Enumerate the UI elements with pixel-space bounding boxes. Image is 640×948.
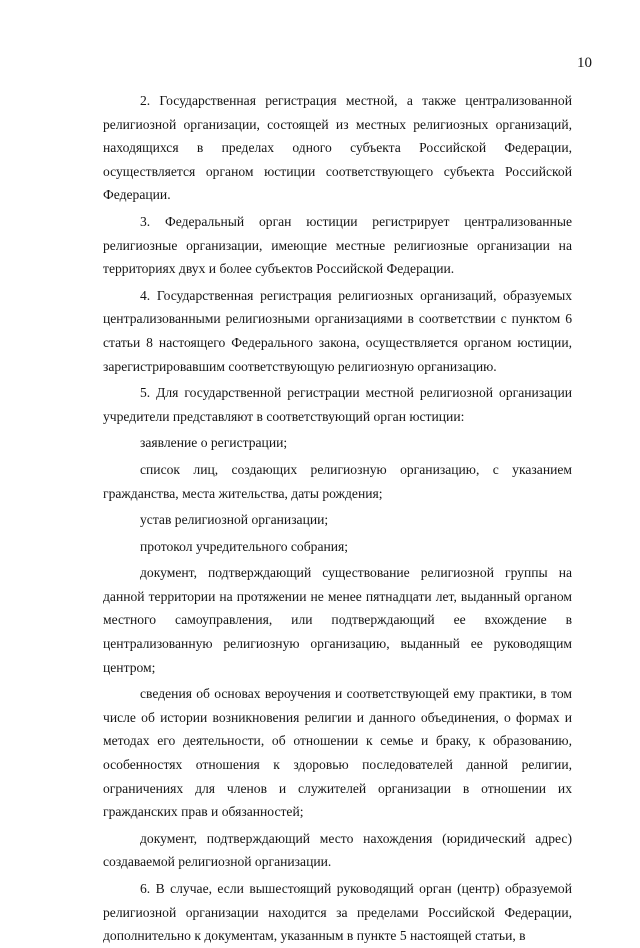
list-item-charter: устав религиозной организации;: [140, 512, 329, 528]
paragraph-article-4: 4. Государственная регистрация религиозных организаций, образуемых централизованными религиозными организациями в соответствии с пунктом 6 статьи 8 настоящего Федерального закона, осуществляется органом юстиции, зарегистрировавшим соответствующую религиозную организацию.: [103, 287, 572, 374]
paragraph-article-5: 5. Для государственной регистрации местной религиозной организации учредители представляют в соответствующий орган юстиции:: [103, 385, 572, 424]
list-item-application: заявление о регистрации;: [140, 435, 288, 451]
document-body: [103, 89, 572, 948]
list-item-founders-list: список лиц, создающих религиозную организацию, с указанием гражданства, места жительства, даты рождения;: [103, 461, 572, 501]
paragraph-article-3: 3. Федеральный орган юстиции регистрирует централизованные религиозные организации, имеющие местные религиозные организации на территориях двух и более субъектов Российской Федерации.: [103, 213, 572, 277]
list-item-meeting-protocol: протокол учредительного собрания;: [140, 538, 349, 554]
list-item-doctrine-info: сведения об основах вероучения и соответствующей ему практики, в том числе об истории возникновения религии и данного объединения, о формах и методах его деятельности, об отношении к семье и браку, к образованию, особенностях отношения к здоровью последователей данной религии, ограничениях для членов и служителей организации в отношении их гражданских прав и обязанностей;: [103, 686, 572, 820]
paragraph-article-2: 2. Государственная регистрация местной, а также централизованной религиозной организации, состоящей из местных религиозных организаций, находящихся в пределах одного субъекта Российской Федерации, осуществляется органом юстиции соответствующего субъекта Российской Федерации.: [103, 93, 572, 203]
page-number: 10: [577, 55, 592, 71]
list-item-address-document: документ, подтверждающий место нахождения (юридический адрес) создаваемой религиозной организации.: [103, 830, 572, 870]
paragraph-article-6: 6. В случае, если вышестоящий руководящий орган (центр) образуемой религиозной организации находится за пределами Российской Федерации, дополнительно к документам, указанным в пункте 5 настоящей статьи, в: [103, 881, 572, 944]
list-item-existence-document: документ, подтверждающий существование религиозной группы на данной территории на протяжении не менее пятнадцати лет, выданный органом местного самоуправления, или подтверждающий ее вхождение в централизованную религиозную организацию, выданный ее руководящим центром;: [103, 565, 572, 675]
